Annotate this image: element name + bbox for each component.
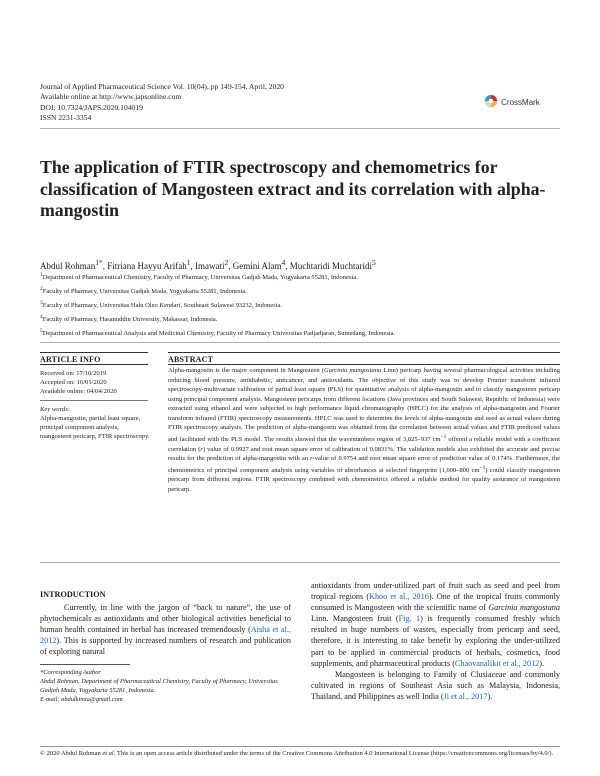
affiliation-sup: 5 <box>40 327 43 334</box>
intro-run: ). This is supported by increased numbers of research and publication of exploring natural <box>40 636 291 657</box>
journal-citation: Journal of Applied Pharmaceutical Science Vol. 10(04), pp 149-154, April, 2020 <box>40 82 284 91</box>
intro-run: ) is frequently consumed freshly which resulted in huge numbers of wastes, especially from pericarp and seed, therefore, it is interesting to take benefit by exploring the under-utilized part to be applied in commercial products of herbals, cosmetics, food supplements, and pharmaceutical products ( <box>311 614 560 668</box>
citation-link[interactable]: Ji et al., 2017 <box>443 691 488 701</box>
intro-left-column <box>40 602 291 657</box>
abstract-symbol: r <box>200 445 203 453</box>
intro-run: antioxidants from under-utilized part of fruit such as seed and peel from tropical regions ( <box>311 581 560 602</box>
keywords-heading: Key words: <box>40 406 70 413</box>
author-3: Imawati <box>194 261 225 271</box>
citation-link[interactable]: Aisha et al., 2012 <box>40 625 292 646</box>
affiliation-sup: 4 <box>40 313 43 320</box>
crossmark-badge[interactable] <box>484 92 564 112</box>
abstract-top-rule <box>168 352 560 353</box>
intro-run: Mangosteen is belonging to Family of Clusiaceae and commonly cultivated in regions of Southeast Asia such as Malaysia, Indonesia, Thailand, and Philippines as well India ( <box>311 669 560 701</box>
journal-website[interactable]: Available online at http://www.japsonline.com <box>40 92 182 102</box>
abstract-run: ) value of 0.9927 and root mean square error of calibration of 0.0831%. The validation models also exhibited the accurate and precise results for the prediction of alpha-mangostin with an <box>168 445 560 463</box>
citation-link[interactable]: Khoo et al., 2016 <box>369 592 429 602</box>
journal-info <box>40 82 284 124</box>
affiliation-text: Faculty of Pharmacy, Hasanuddin University, Makassar, Indonesia. <box>42 316 218 324</box>
article-title: The application of FTIR spectroscopy and chemometrics for classification of Mangosteen extract and its correlation with alpha-mangostin <box>40 157 546 220</box>
affiliation-sup: 2 <box>40 285 43 292</box>
author-2: Fitriana Hayyu Arifah <box>107 261 187 271</box>
affiliation-item <box>40 298 580 312</box>
author-4-sup: 4 <box>281 258 286 267</box>
abstract-superscript: −1 <box>440 433 447 440</box>
author-5: Muchtaridi Muchtaridi <box>289 261 372 271</box>
body-divider <box>40 562 560 563</box>
affiliation-sup: 1 <box>40 272 43 278</box>
intro-run: Linn. Mangosteen fruit ( <box>311 614 399 624</box>
author-sep: , <box>190 261 195 271</box>
crossmark-icon <box>484 94 498 110</box>
footnote-rule <box>40 664 130 665</box>
affiliation-text: Faculty of Pharmacy, Universitas Halu Oleo Kendari, Southeast Sulawesi 93232, Indonesia. <box>42 302 283 310</box>
article-info-heading: ARTICLE INFO <box>40 355 101 364</box>
footnote-address: Abdul Rohman, Department of Pharmaceutical Chemistry, Faculty of Pharmacy, Universitas Gadjah Mada, Yogyakarta 55281, Indonesia. <box>40 678 278 694</box>
footer-divider <box>40 746 560 747</box>
abstract-text <box>168 366 560 494</box>
footnote-email[interactable]: E-mail: abdulkimia@gmail.com <box>40 696 123 703</box>
author-sep: , <box>285 261 290 271</box>
intro-paragraph <box>40 602 291 657</box>
affiliation-text: Faculty of Pharmacy, Universitas Gadjah Mada, Yogyakarta 55281, Indonesia. <box>42 288 247 296</box>
intro-run: ). One of the tropical fruits commonly consumed is Mangosteen with the scientific name of <box>311 592 561 613</box>
abstract-rule <box>168 364 560 365</box>
figure-link[interactable]: Fig. 1 <box>398 614 421 624</box>
intro-right-column <box>311 580 560 702</box>
author-4: Gemini Alam <box>232 261 282 271</box>
intro-run: Currently, in line with the jargon of “back to nature”, the use of phytochemicals as antioxidants and other biological activities beneficial to human health contained in herbal has increased tremendously ( <box>40 603 291 635</box>
affiliation-sup: 3 <box>40 299 43 306</box>
author-3-sup: 2 <box>224 258 229 267</box>
intro-species: Garcinia mangostana <box>488 603 560 613</box>
author-2-sup: 1 <box>186 258 191 267</box>
abstract-run: Linn) pericarp having several pharmacological activities including reducing blood pressure, antidiabetic, anticancer, and antioxidants. The objective of this study was to develop Fourier transform infrared spectroscopy-multivariate calibration of partial least square (PLS) for quantitative analysis of alpha-mangostin and to classify mangosteen pericarp using principal component analysis. Mangosteen pericarps from different locations (Java provinces and South Sulawesi, Republic of Indonesia) were extracted using ethanol and were subjected to high performance liquid chromatography (HPLC) for the analysis of alpha-mangostin and Fourier transform infrared (FTIR) spectroscopy measurements. HPLC was used to determine the levels of alpha-mangostin and used as actual values during FTIR spectroscopy analysis. The prediction of alpha-mangostin was obtained from the correlation between actual values and FTIR predicted values and facilitated with the PLS model. The results showed that the wavenumbers region of 3,825–937 cm <box>168 367 560 443</box>
affiliation-item <box>40 326 580 340</box>
header-divider <box>40 128 560 129</box>
introduction-heading: INTRODUCTION <box>40 590 106 599</box>
author-1-sup: 1* <box>95 258 103 267</box>
journal-doi[interactable]: DOI: 10.7324/JAPS.2020.104019 <box>40 102 143 112</box>
abstract-symbol: r <box>310 455 313 463</box>
corresponding-author-note <box>40 668 295 704</box>
intro-run: ). <box>487 691 493 701</box>
abstract-run: offered a reliable model with a coefficient correlation ( <box>168 435 560 453</box>
intro-run: ). <box>539 658 545 668</box>
available-date: Available online: 04/04/2020 <box>40 388 117 396</box>
affiliation-item <box>40 284 580 298</box>
affiliation-item <box>40 270 580 284</box>
citation-link[interactable]: Chaovanalikit et al., 2012 <box>454 658 540 668</box>
section-divider <box>40 342 560 343</box>
journal-issn: ISSN 2231-3354 <box>40 113 92 123</box>
copyright-etal: et al. <box>102 750 116 757</box>
article-info-rule <box>40 364 148 365</box>
keywords-list: Alpha-mangostin, partial least square, principal component analysis, mangosteen pericarp, FTIR spectroscopy. <box>40 415 150 440</box>
author-5-sup: 5 <box>371 258 376 267</box>
copyright-run: © 2020 Abdul Rohman <box>40 750 103 757</box>
accepted-date: Accepted on: 16/01/2020 <box>40 379 107 387</box>
received-date: Received on: 17/10/2019 <box>40 370 107 377</box>
affiliation-text: Department of Pharmaceutical Analysis and Medicinal Chemistry, Faculty of Pharmacy Universitas Padjadjaran, Sumedang, Indonesia. <box>42 329 396 337</box>
abstract-superscript: −1 <box>479 464 486 471</box>
abstract-run: ) could classify mangosteen pericarp from different regions. FTIR spectroscopy combined with chemometrics offered a reliable method for quality assurance of mangosteen pericarp. <box>168 466 561 493</box>
footnote-label: *Corresponding Author <box>40 669 101 676</box>
intro-paragraph <box>311 669 560 702</box>
copyright-notice <box>40 750 560 759</box>
abstract-run: -value of 0.9754 and root mean square error of prediction value of 0.174%. Furthermore, the chemometrics of principal component analysis using variables of absorbances at selected fingerprint (1,000–800 cm <box>168 455 560 474</box>
abstract-species: Garcinia mangostana <box>324 367 382 374</box>
affiliation-text: Department of Pharmaceutical Chemistry, Faculty of Pharmacy, Universitas Gadjah Mada, Yogyakarta 55281, Indonesia. <box>42 274 358 282</box>
article-info-top-rule <box>40 352 148 353</box>
info-divider <box>40 400 148 401</box>
article-info-dates <box>40 369 152 396</box>
affiliation-item <box>40 312 580 326</box>
abstract-heading: ABSTRACT <box>168 355 214 364</box>
intro-paragraph <box>311 580 560 669</box>
copyright-run: This is an open access article distributed under the terms of the Creative Commons Attribution 4.0 International License (https://creativecommons.org/licenses/by/4.0/). <box>115 750 554 757</box>
author-sep: , <box>228 261 233 271</box>
abstract-run: Alpha-mangostin is the major component in Mangosteen ( <box>168 367 325 374</box>
author-1: Abdul Rohman <box>40 261 96 271</box>
crossmark-label: CrossMark <box>501 97 540 107</box>
affiliations <box>40 270 580 340</box>
author-sep: , <box>102 261 108 271</box>
